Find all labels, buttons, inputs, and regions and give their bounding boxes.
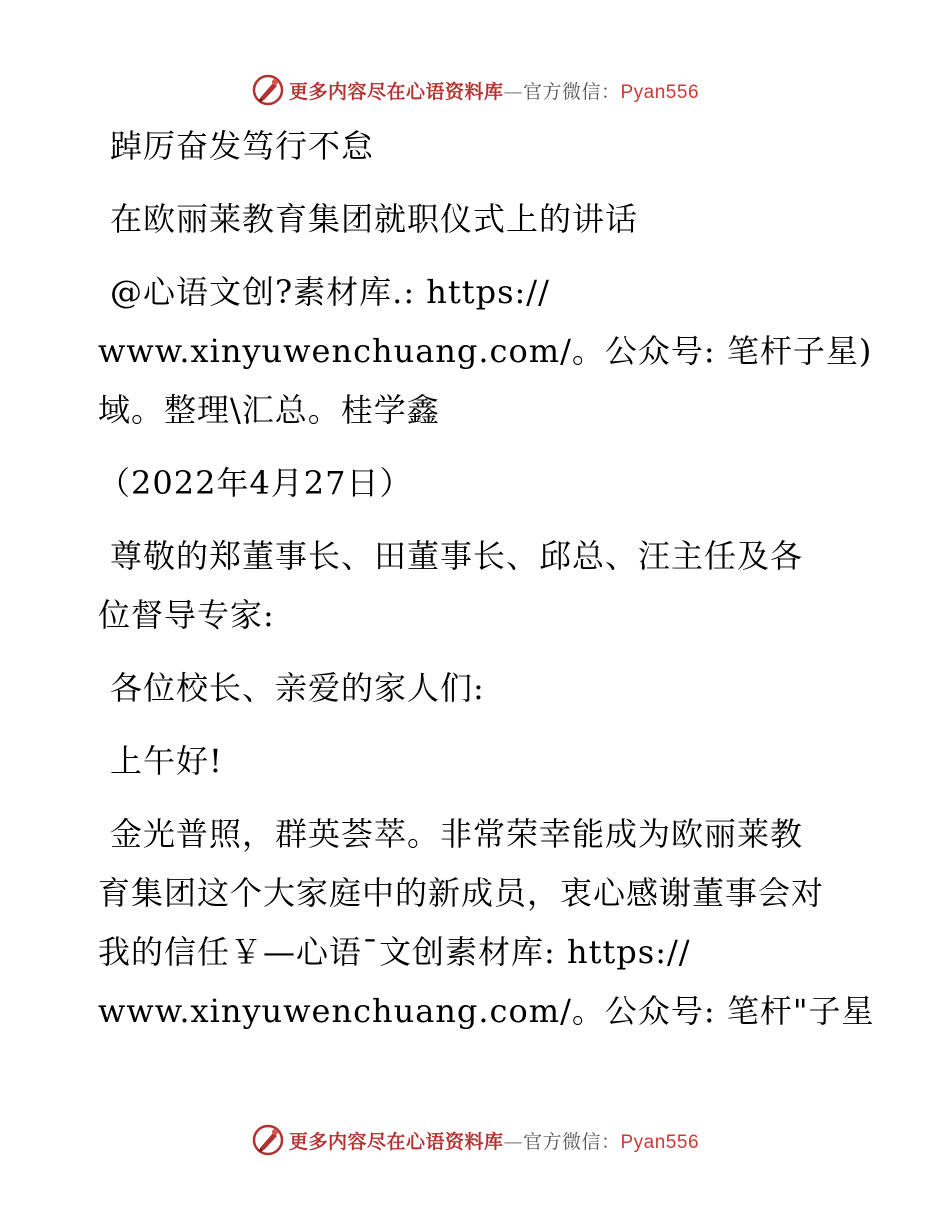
pen-logo-icon [251,1123,285,1157]
banner-wechat-label: 官方微信： [522,80,621,103]
paragraph-line: @心语文创?素材库.: https:// [110,273,550,311]
paragraph-line: 尊敬的郑董事长、田董事长、邱总、汪主任及各 [110,537,804,575]
document-subtitle: 在欧丽莱教育集团就职仪式上的讲话 [110,200,639,238]
paragraph-line: 上午好! [110,742,223,780]
paragraph-line: 各位校长、亲爱的家人们: [110,669,485,707]
banner-text [289,1127,699,1154]
document-title: 踔厉奋发笃行不怠 [110,127,375,165]
paragraph-line: 位督导专家: [98,596,275,634]
paragraph-line: www.xinyuwenchuang.com/。公众号: 笔杆"子星 [98,992,875,1030]
paragraph-line: 域。整理\汇总。桂学鑫 [98,391,440,429]
document-body [98,122,875,1035]
banner-wechat-id: Pyan556 [620,81,700,103]
paragraph-line: 育集团这个大家庭中的新成员，衷心感谢董事会对 [98,874,825,912]
banner-brand: 更多内容尽在心语资料库 [288,1130,504,1153]
paragraph-line: 金光普照，群英荟萃。非常荣幸能成为欧丽莱教 [110,815,804,853]
paragraph-line: www.xinyuwenchuang.com/。公众号: 笔杆子星) [98,332,873,370]
banner-dash: — [503,80,523,103]
banner-wechat-label: 官方微信： [522,1130,621,1153]
banner-brand: 更多内容尽在心语资料库 [288,80,504,103]
paragraph-line: 我的信任￥—心语¯文创素材库: https:// [98,933,691,971]
banner-text [289,77,699,104]
document-date: （2022年4月27日） [98,464,413,502]
banner-dash: — [503,1130,523,1153]
header-banner [0,72,950,108]
pen-logo-icon [251,73,285,107]
banner-wechat-id: Pyan556 [620,1131,700,1153]
footer-banner [0,1122,950,1158]
